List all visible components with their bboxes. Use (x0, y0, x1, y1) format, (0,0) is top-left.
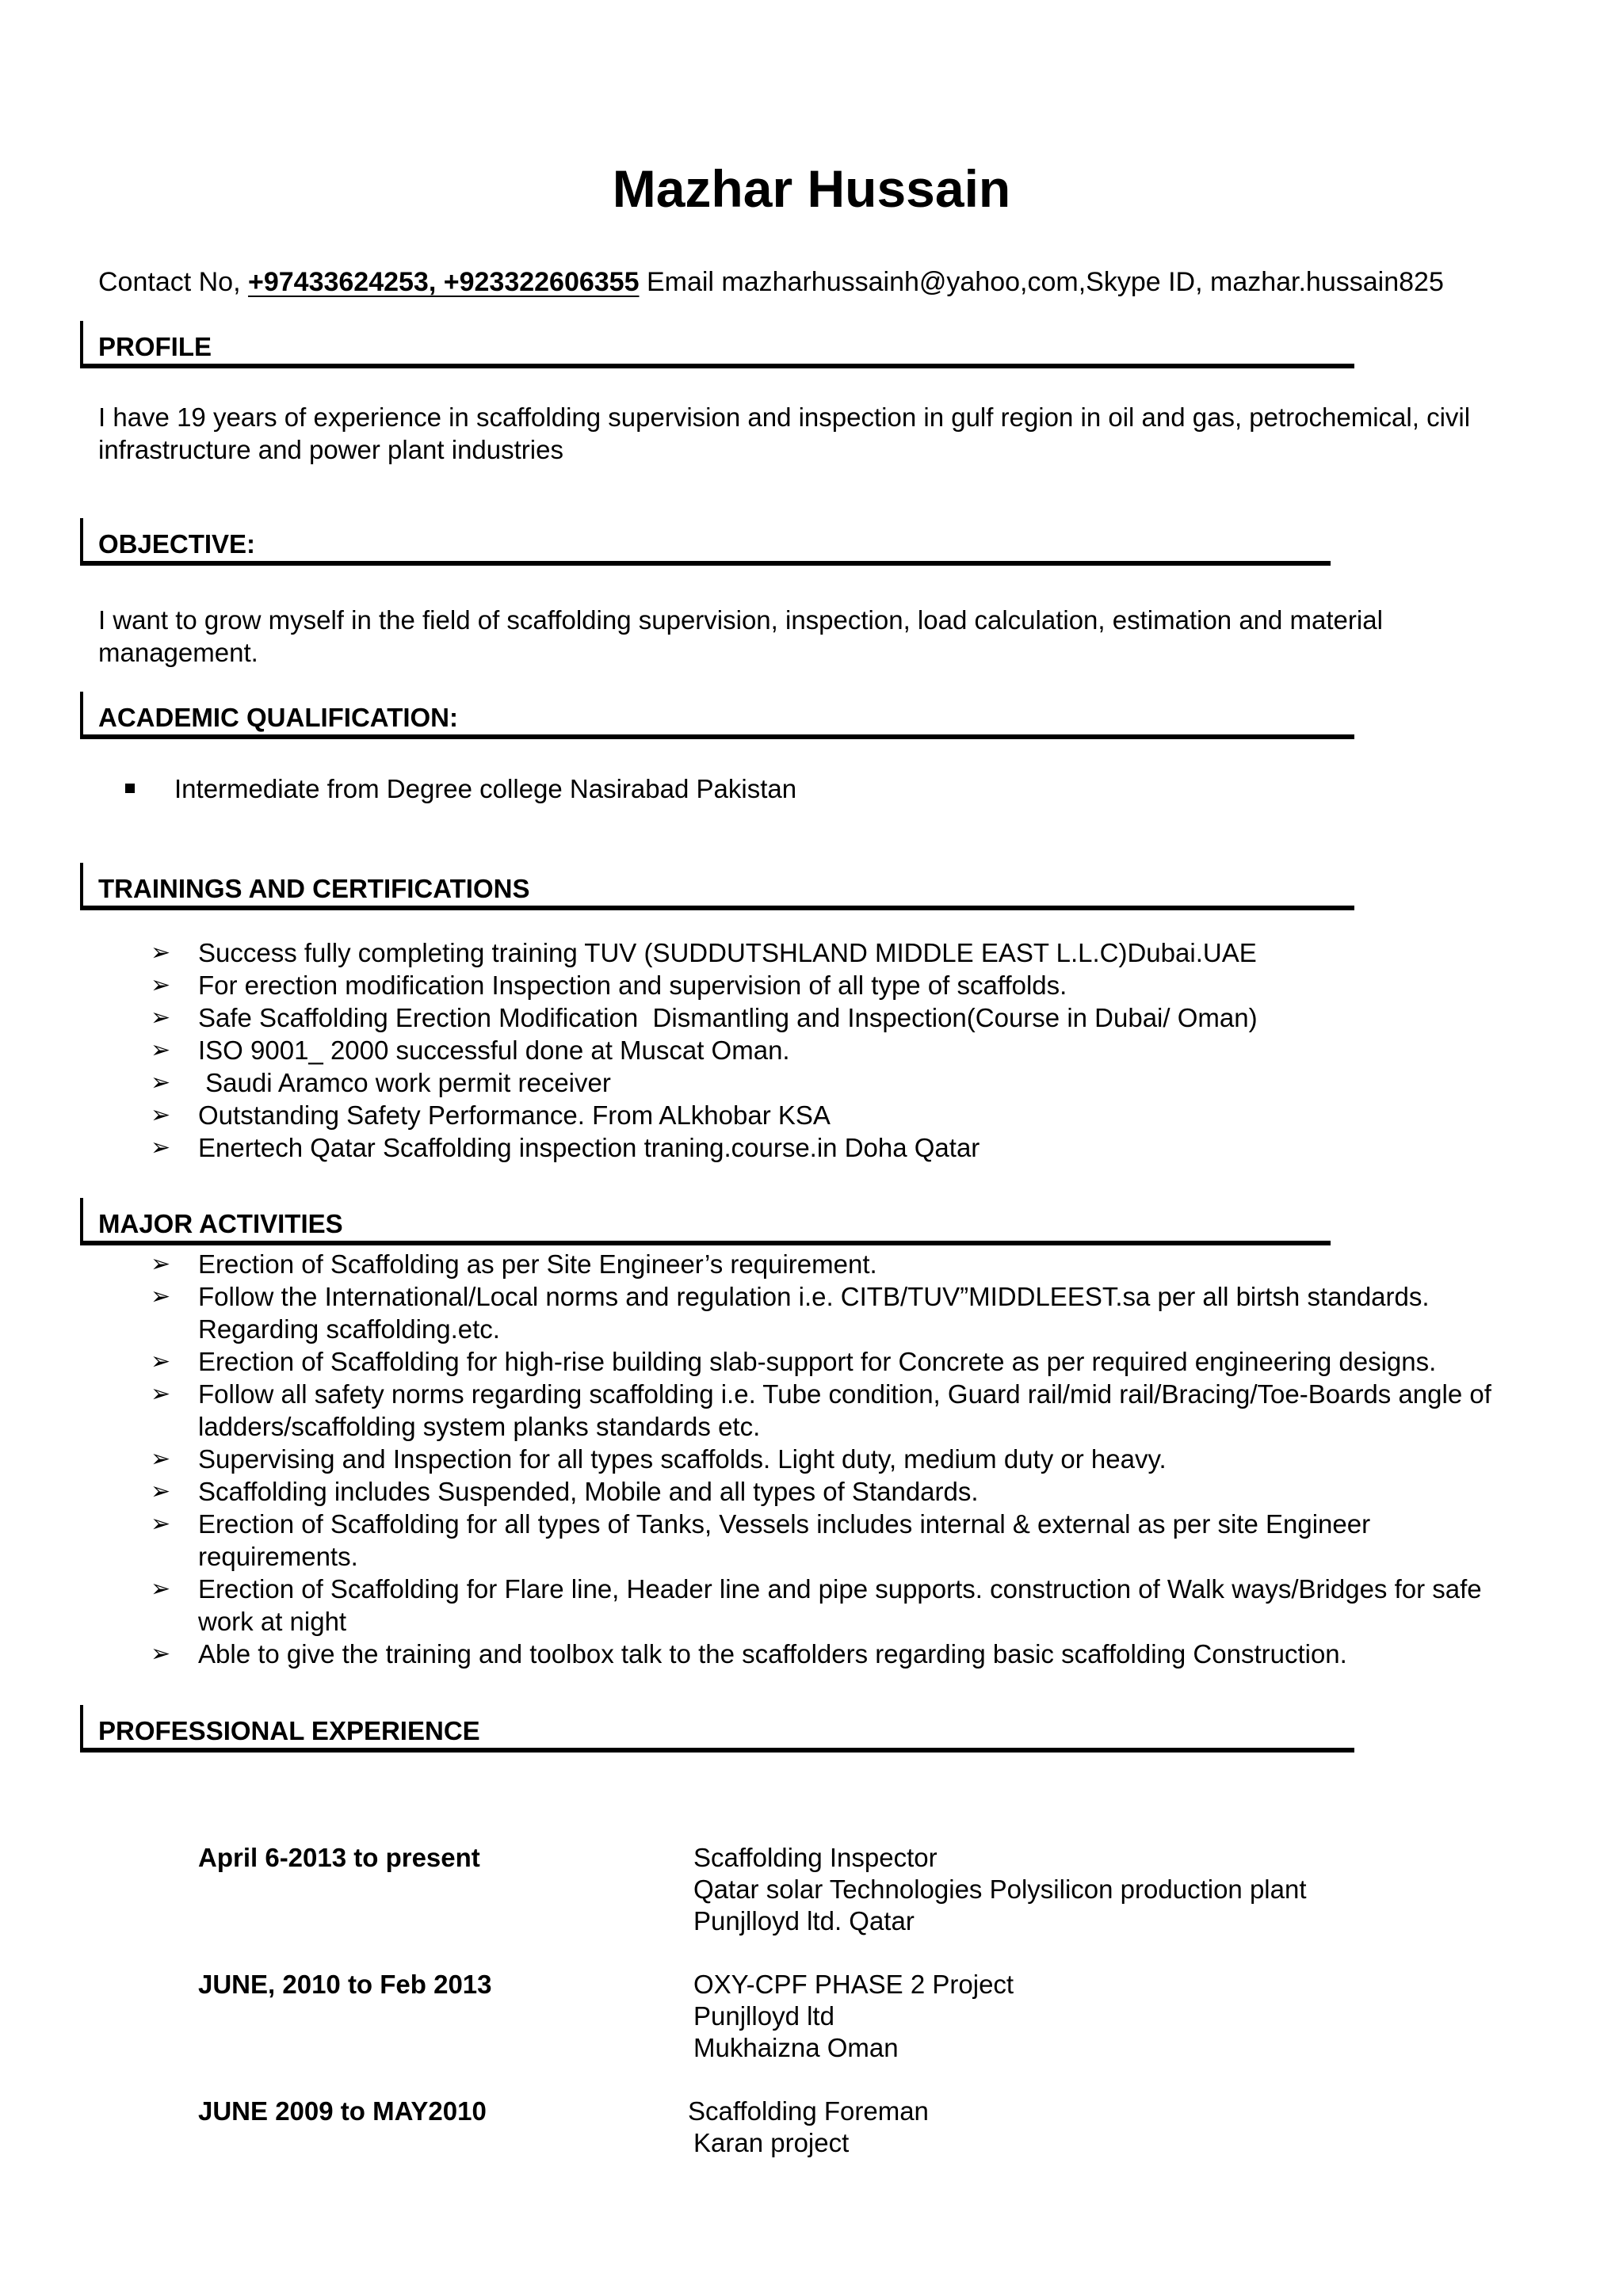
activities-list (151, 1248, 1529, 1670)
list-item-text: Erection of Scaffolding as per Site Engineer’s requirement. (198, 1249, 877, 1279)
list-item (151, 1443, 1529, 1475)
list-item (151, 969, 1561, 1001)
list-item-text: Saudi Aramco work permit receiver (198, 1068, 611, 1097)
list-item-text: Follow the International/Local norms and regulation i.e. CITB/TUV”MIDDLEEST.sa per all birtsh standards. Regarding scaffolding.etc. (198, 1282, 1430, 1344)
contact-email-skype: Email mazharhussainh@yahoo,com,Skype ID, mazhar.hussain825 (639, 267, 1444, 297)
section-heading-trainings (80, 863, 1354, 910)
list-item (151, 936, 1561, 969)
experience-detail-line: OXY-CPF PHASE 2 Project (693, 1970, 1014, 1999)
academic-list (124, 772, 796, 805)
square-bullet-icon (125, 784, 135, 793)
list-item (151, 1573, 1529, 1638)
list-item-text: For erection modification Inspection and supervision of all type of scaffolds. (198, 971, 1067, 1000)
candidate-name: Mazhar Hussain (612, 159, 1011, 218)
list-item (151, 1001, 1561, 1034)
objective-text (98, 604, 1509, 669)
list-item (151, 1066, 1561, 1099)
arrow-bullet-icon: ➢ (151, 1640, 171, 1668)
list-item-text: Intermediate from Degree college Nasirabad Pakistan (174, 774, 797, 803)
list-item (151, 1475, 1529, 1508)
list-item (124, 772, 796, 805)
experience-date: JUNE, 2010 to Feb 2013 (198, 1970, 492, 1999)
list-item-text: Outstanding Safety Performance. From ALkhobar KSA (198, 1100, 831, 1130)
contact-phones: +97433624253, +923322606355 (247, 267, 640, 297)
arrow-bullet-icon: ➢ (151, 1478, 171, 1505)
list-item (151, 1099, 1561, 1131)
contact-line (98, 267, 1444, 298)
experience-details (693, 1842, 1307, 1937)
list-item-text: Erection of Scaffolding for all types of Tanks, Vessels includes internal & external as per site Engineer requirements. (198, 1509, 1371, 1571)
section-heading-label: PROFESSIONAL EXPERIENCE (98, 1716, 480, 1745)
arrow-bullet-icon: ➢ (151, 1101, 171, 1129)
list-item-text: Scaffolding includes Suspended, Mobile and all types of Standards. (198, 1477, 979, 1506)
experience-detail-line: Punjlloyd ltd. Qatar (693, 1906, 915, 1936)
experience-detail-line: Scaffolding Foreman (688, 2096, 929, 2126)
arrow-bullet-icon: ➢ (151, 1134, 171, 1161)
list-item (151, 1508, 1529, 1573)
list-item-text: Erection of Scaffolding for high-rise building slab-support for Concrete as per required engineering designs. (198, 1347, 1437, 1376)
list-item (151, 1248, 1529, 1280)
objective-paragraph: I want to grow myself in the field of scaffolding supervision, inspection, load calculation, estimation and material management. (98, 605, 1383, 667)
section-heading-label: OBJECTIVE: (98, 529, 256, 559)
experience-details (693, 1969, 1014, 2064)
experience-detail-line: Punjlloyd ltd (693, 2001, 834, 2031)
experience-date: JUNE 2009 to MAY2010 (198, 2096, 487, 2126)
arrow-bullet-icon: ➢ (151, 1575, 171, 1603)
list-item-text: Success fully completing training TUV (SUDDUTSHLAND MIDDLE EAST L.L.C)Dubai.UAE (198, 938, 1257, 967)
trainings-list (151, 936, 1561, 1164)
list-item-text: Erection of Scaffolding for Flare line, Header line and pipe supports. construction of Walk ways/Bridges for safe work at night (198, 1574, 1482, 1636)
section-heading-label: TRAININGS AND CERTIFICATIONS (98, 874, 530, 903)
experience-detail-line: Mukhaizna Oman (693, 2033, 899, 2062)
list-item (151, 1378, 1529, 1443)
section-heading-profile (80, 321, 1354, 368)
list-item-text: Safe Scaffolding Erection Modification Dismantling and Inspection(Course in Dubai/ Oman) (198, 1003, 1258, 1032)
section-heading-label: MAJOR ACTIVITIES (98, 1209, 343, 1238)
list-item (151, 1638, 1529, 1670)
list-item-text: Follow all safety norms regarding scaffolding i.e. Tube condition, Guard rail/mid rail/Bracing/Toe-Boards angle of ladders/scaffolding system planks standards etc. (198, 1379, 1491, 1441)
profile-text (98, 401, 1509, 466)
experience-detail-line: Karan project (693, 2128, 850, 2157)
arrow-bullet-icon: ➢ (151, 1069, 171, 1097)
list-item-text: Enertech Qatar Scaffolding inspection traning.course.in Doha Qatar (198, 1133, 980, 1162)
section-heading-label: PROFILE (98, 332, 212, 361)
experience-date: April 6-2013 to present (198, 1843, 480, 1872)
arrow-bullet-icon: ➢ (151, 1380, 171, 1408)
arrow-bullet-icon: ➢ (151, 1283, 171, 1310)
experience-detail-line: Qatar solar Technologies Polysilicon production plant (693, 1875, 1307, 1904)
arrow-bullet-icon: ➢ (151, 1348, 171, 1375)
section-heading-experience (80, 1705, 1354, 1753)
list-item (151, 1131, 1561, 1164)
list-item-text: Supervising and Inspection for all types scaffolds. Light duty, medium duty or heavy. (198, 1444, 1167, 1474)
arrow-bullet-icon: ➢ (151, 1445, 171, 1473)
list-item-text: ISO 9001_ 2000 successful done at Muscat Oman. (198, 1035, 790, 1065)
contact-label: Contact No, (98, 267, 248, 297)
section-heading-objective (80, 518, 1331, 566)
arrow-bullet-icon: ➢ (151, 939, 171, 967)
experience-detail-line: Scaffolding Inspector (693, 1843, 938, 1872)
section-heading-academic (80, 692, 1354, 739)
arrow-bullet-icon: ➢ (151, 971, 171, 999)
list-item-text: Able to give the training and toolbox talk to the scaffolders regarding basic scaffolding Construction. (198, 1639, 1347, 1669)
arrow-bullet-icon: ➢ (151, 1004, 171, 1032)
experience-details (688, 2096, 929, 2159)
arrow-bullet-icon: ➢ (151, 1250, 171, 1278)
section-heading-activities (80, 1198, 1331, 1245)
profile-paragraph: I have 19 years of experience in scaffolding supervision and inspection in gulf region in oil and gas, petrochemical, civil infrastructure and power plant industries (98, 402, 1471, 464)
list-item (151, 1345, 1529, 1378)
arrow-bullet-icon: ➢ (151, 1036, 171, 1064)
arrow-bullet-icon: ➢ (151, 1510, 171, 1538)
list-item (151, 1280, 1529, 1345)
list-item (151, 1034, 1561, 1066)
section-heading-label: ACADEMIC QUALIFICATION: (98, 703, 459, 732)
